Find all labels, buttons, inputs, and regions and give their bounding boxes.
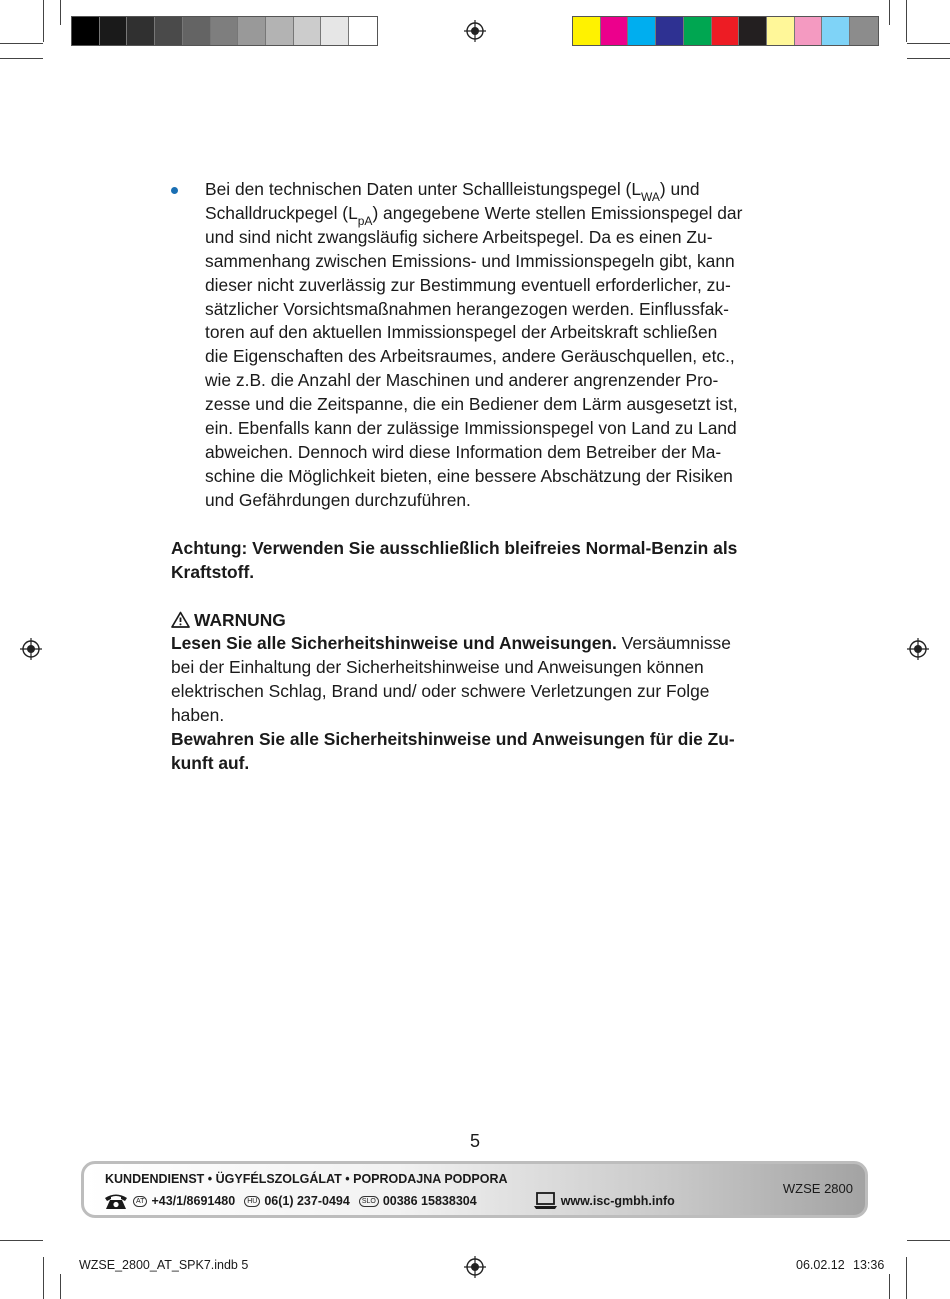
text-span: ) und	[659, 179, 700, 199]
text-span: Lesen Sie alle Sicherheitshinweise und Anweisungen.	[171, 633, 617, 654]
text-line: toren auf den aktuellen Immissionspegel der Arbeitskraft schließen	[205, 322, 718, 343]
text-line: kunft auf.	[171, 752, 250, 773]
crop-mark	[906, 0, 907, 42]
fuel-notice	[171, 537, 777, 585]
color-swatch	[573, 17, 601, 45]
warning-triangle-icon	[171, 611, 190, 628]
text-span: Bei den technischen Daten unter Schallleistungspegel (L	[205, 179, 642, 199]
crop-mark	[889, 0, 890, 25]
color-swatch	[100, 17, 128, 45]
text-line	[205, 178, 777, 202]
color-swatch	[767, 17, 795, 45]
crop-mark	[60, 0, 61, 25]
customer-service-title: KUNDENDIENST • ÜGYFÉLSZOLGÁLAT • POPRODAJNA PODPORA	[105, 1172, 508, 1186]
page-number: 5	[469, 1131, 480, 1151]
text-line	[205, 202, 777, 226]
text-line: haben.	[171, 705, 225, 726]
text-line: Kraftstoff.	[171, 561, 255, 582]
country-code: SLO	[359, 1196, 379, 1207]
website-link[interactable]: www.isc-gmbh.info	[560, 1194, 675, 1208]
crop-mark	[906, 1257, 907, 1299]
text-line: sätzlicher Vorsichtsmaßnahmen herangezogen werden. Einflussfak-	[205, 298, 729, 319]
color-swatch	[211, 17, 239, 45]
crop-mark	[0, 1240, 43, 1241]
color-swatch	[822, 17, 850, 45]
text-line: und Gefährdungen durchzuführen.	[205, 489, 471, 510]
crop-mark	[43, 1257, 44, 1299]
grayscale-color-bar	[71, 16, 378, 46]
color-swatch	[349, 17, 377, 45]
country-code: AT	[133, 1196, 147, 1207]
registration-mark-icon	[464, 20, 486, 42]
color-swatch	[628, 17, 656, 45]
crop-mark	[907, 43, 950, 44]
registration-mark-icon	[464, 1256, 486, 1278]
text-line: schine die Möglichkeit bieten, eine bessere Abschätzung der Risiken	[205, 465, 733, 486]
text-line: wie z.B. die Anzahl der Maschinen und anderer angrenzender Pro-	[205, 370, 719, 391]
color-swatch	[155, 17, 183, 45]
bullet-paragraph	[171, 178, 777, 513]
text-line: zesse und die Zeitspanne, die ein Bediener dem Lärm ausgesetzt ist,	[205, 394, 738, 415]
registration-mark-icon	[20, 638, 42, 660]
color-swatch	[72, 17, 100, 45]
text-span: Schalldruckpegel (L	[205, 202, 358, 223]
text-line: Achtung: Verwenden Sie ausschließlich bleifreies Normal-Benzin als	[171, 537, 738, 558]
text-line: elektrischen Schlag, Brand und/ oder schwere Verletzungen zur Folge	[171, 681, 710, 702]
text-line: dieser nicht zuverlässig zur Bestimmung eventuell erforderlicher, zu-	[205, 274, 731, 295]
crop-mark	[907, 1240, 950, 1241]
color-swatch	[266, 17, 294, 45]
phone-number: 00386 15838304	[382, 1194, 477, 1208]
text-line: und sind nicht zwangsläufig sichere Arbeitspegel. Da es einen Zu-	[205, 226, 713, 247]
color-swatch	[183, 17, 211, 45]
crop-mark	[889, 1274, 890, 1299]
crop-mark	[0, 43, 43, 44]
color-swatch	[294, 17, 322, 45]
subscript: pA	[357, 213, 373, 228]
crop-mark	[0, 58, 43, 59]
process-color-bar	[572, 16, 879, 46]
laptop-icon	[533, 1192, 558, 1210]
text-line: die Eigenschaften des Arbeitsraumes, andere Geräuschquellen, etc.,	[205, 346, 735, 367]
text-line: bei der Einhaltung der Sicherheitshinweise und Anweisungen können	[171, 657, 704, 678]
contact-row	[103, 1191, 675, 1211]
page-content	[171, 178, 777, 776]
model-label: WZSE 2800	[782, 1181, 853, 1196]
color-swatch	[684, 17, 712, 45]
phone-icon	[103, 1192, 129, 1210]
text-line	[171, 632, 777, 656]
color-swatch	[238, 17, 266, 45]
color-swatch	[739, 17, 767, 45]
color-swatch	[656, 17, 684, 45]
warning-section	[171, 609, 777, 776]
crop-mark	[43, 0, 44, 42]
text-span: Versäumnisse	[616, 633, 731, 654]
crop-mark	[60, 1274, 61, 1299]
phone-number: 06(1) 237-0494	[264, 1194, 350, 1208]
customer-service-band	[81, 1161, 868, 1218]
text-span: ) angegebene Werte stellen Emissionspegel dar	[372, 202, 743, 223]
print-time: 13:36	[853, 1258, 885, 1272]
text-line: sammenhang zwischen Emissions- und Immissionspegeln gibt, kann	[205, 250, 735, 271]
registration-mark-icon	[907, 638, 929, 660]
color-swatch	[321, 17, 349, 45]
color-swatch	[127, 17, 155, 45]
print-date: 06.02.12	[796, 1258, 845, 1272]
text-line: ein. Ebenfalls kann der zulässige Immissionspegel von Land zu Land	[205, 418, 737, 439]
color-swatch	[601, 17, 629, 45]
text-line: Bewahren Sie alle Sicherheitshinweise und Anweisungen für die Zu-	[171, 729, 735, 750]
crop-mark	[907, 58, 950, 59]
file-slug: WZSE_2800_AT_SPK7.indb 5	[79, 1258, 249, 1272]
warning-heading	[171, 609, 777, 633]
color-swatch	[712, 17, 740, 45]
color-swatch	[795, 17, 823, 45]
color-swatch	[850, 17, 878, 45]
subscript: WA	[641, 190, 660, 204]
bullet-icon	[171, 187, 178, 194]
warning-heading-text: WARNUNG	[194, 609, 286, 630]
text-line: abweichen. Dennoch wird diese Information dem Betreiber der Ma-	[205, 441, 722, 462]
country-code: HU	[244, 1196, 260, 1207]
phone-number: +43/1/8691480	[151, 1194, 236, 1208]
